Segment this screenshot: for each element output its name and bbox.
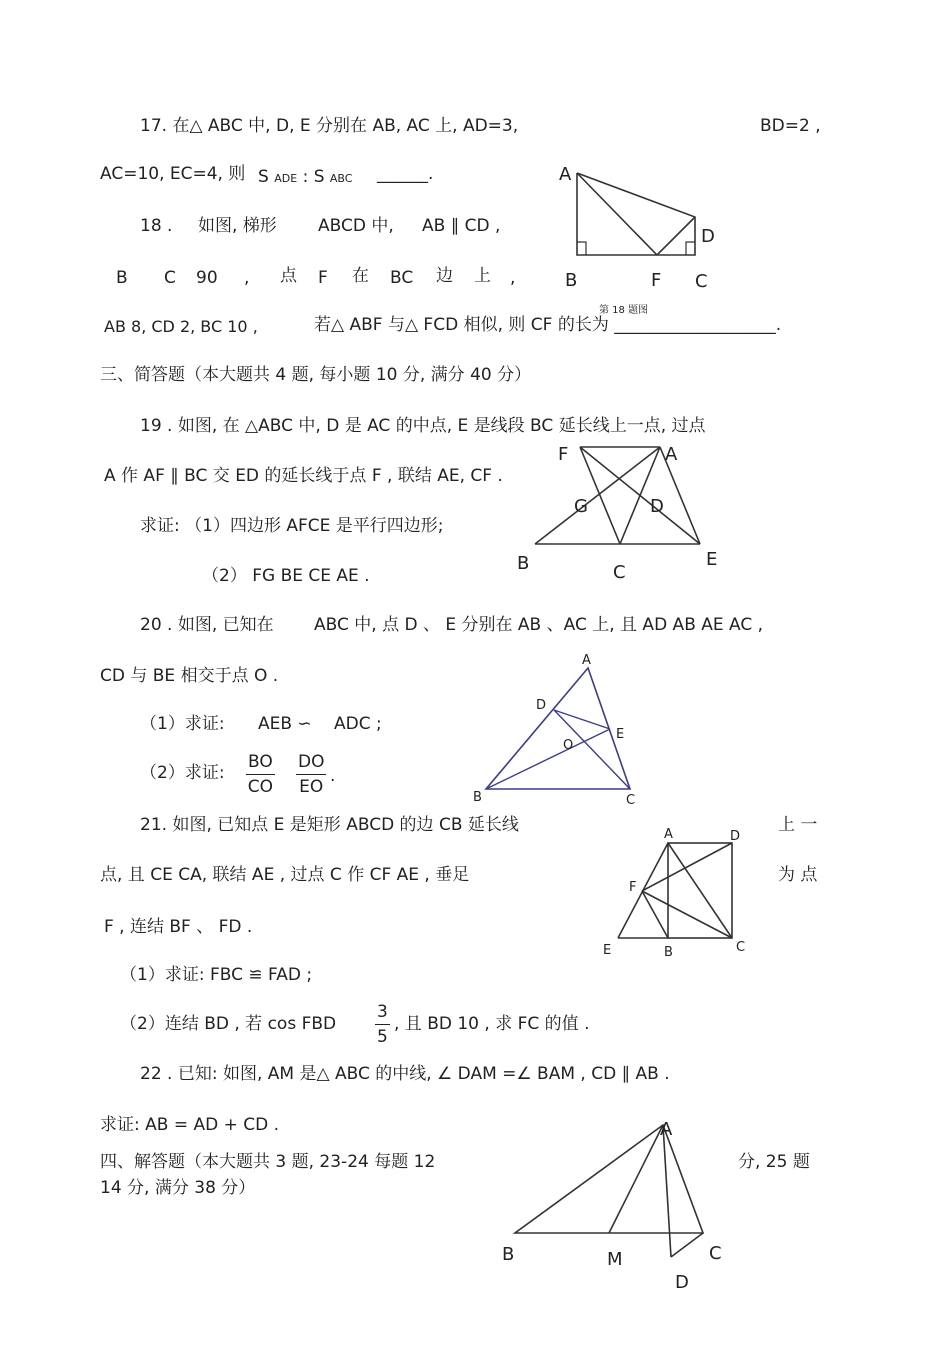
q18-l2-7: BC — [390, 268, 414, 288]
q19-label-A: A — [665, 444, 678, 465]
q21-figure — [598, 824, 758, 964]
q21-frac-num: 3 — [375, 1004, 390, 1025]
q20-label-A: A — [582, 653, 591, 668]
q19-line3: 求证: （1）四边形 AFCE 是平行四边形; — [140, 516, 444, 536]
q18-label-F: F — [651, 270, 662, 291]
q20-label-E: E — [616, 727, 625, 742]
q20-line1-a: 20 . 如图, 已知在 — [140, 615, 274, 635]
q19-label-D: D — [650, 496, 664, 517]
q21-label-F: F — [629, 880, 637, 895]
section4-heading-line2: 14 分, 满分 38 分） — [100, 1178, 256, 1198]
q18-l2-9: 上 — [474, 266, 491, 286]
q21-label-B: B — [664, 945, 673, 960]
q22-label-B: B — [502, 1244, 515, 1265]
q18-num: 18 . — [140, 216, 173, 236]
q21-seg-AC — [668, 843, 732, 938]
q18-l2-1: C — [164, 268, 176, 288]
q18-caption: 第 18 题图 — [599, 305, 649, 316]
q18-line1-c: AB ∥ CD , — [422, 216, 501, 236]
q20-line1-b: ABC 中, 点 D 、 E 分别在 AB 、AC 上, 且 AD AB AE AC , — [314, 615, 764, 635]
q18-seg-FD — [657, 217, 695, 255]
q18-right-angle-C — [686, 242, 695, 255]
q20-figure — [468, 650, 648, 810]
q19-label-G: G — [574, 496, 588, 517]
q19-label-E: E — [706, 549, 718, 570]
q19-line4: （2） FG BE CE AE . — [202, 566, 370, 586]
q20-label-B: B — [473, 790, 482, 805]
q22-line2: 求证: AB = AD + CD . — [100, 1115, 280, 1135]
q18-line3-b: 若△ ABF 与△ FCD 相似, 则 CF 的长为 ___________________. — [314, 315, 782, 335]
q22-label-D: D — [675, 1272, 689, 1293]
q21-line3: F , 连结 BF 、 FD . — [104, 917, 253, 937]
q20-label-O: O — [563, 738, 574, 753]
q18-l2-2: 90 — [196, 268, 218, 288]
q21-line4: （1）求证: FBC ≌ FAD ; — [120, 965, 313, 985]
q18-label-D: D — [701, 226, 715, 247]
q18-label-C: C — [695, 271, 708, 292]
q19-label-C: C — [613, 562, 626, 583]
q19-line2: A 作 AF ∥ BC 交 ED 的延长线于点 F , 联结 AE, CF . — [104, 466, 503, 486]
q20-fraction-do-eo — [296, 754, 326, 796]
q20-frac1-den: CO — [247, 777, 273, 797]
q18-line1-a: 如图, 梯形 — [198, 216, 277, 236]
section4-heading-b: 分, 25 题 — [738, 1152, 810, 1172]
q22-figure — [495, 1115, 735, 1295]
q18-l2-0: B — [116, 268, 128, 288]
q20-label-D: D — [536, 698, 547, 713]
q21-label-E: E — [603, 943, 612, 958]
q20-seg-BE — [486, 729, 610, 789]
q21-line5-a: （2）连结 BD , 若 cos FBD — [120, 1014, 337, 1034]
q20-line3-a: （1）求证: — [140, 714, 225, 734]
q19-label-F: F — [558, 444, 569, 465]
q22-seg-AM — [609, 1125, 663, 1233]
q21-frac-den: 5 — [377, 1027, 388, 1047]
q18-label-B: B — [565, 270, 578, 291]
q20-line3-b: AEB ∽ — [258, 714, 312, 734]
q20-frac2-num: DO — [296, 754, 326, 775]
q20-frac2-den: EO — [299, 777, 324, 797]
q17-line1-end: BD=2 , — [760, 116, 821, 136]
q22-label-A: A — [660, 1119, 673, 1140]
q20-frac-period: . — [330, 766, 336, 786]
q21-line1-a: 21. 如图, 已知点 E 是矩形 ABCD 的边 CB 延长线 — [140, 815, 519, 835]
section4-heading-a: 四、解答题（本大题共 3 题, 23-24 每题 12 — [100, 1152, 436, 1172]
q21-line2-b: 为 点 — [778, 865, 818, 885]
q21-label-A: A — [664, 827, 673, 842]
q21-line1-b: 上 一 — [778, 815, 818, 835]
q18-figure — [555, 160, 735, 320]
q20-line4: （2）求证: — [140, 763, 225, 783]
q21-line2-a: 点, 且 CE CA, 联结 AE , 过点 C 作 CF AE , 垂足 — [100, 865, 470, 885]
q19-label-B: B — [517, 553, 530, 574]
q20-fraction-bo-co — [246, 754, 275, 796]
q22-triangle-abc — [515, 1125, 703, 1233]
q22-label-M: M — [607, 1249, 623, 1270]
q17-line2: AC=10, EC=4, 则 — [100, 164, 246, 184]
q21-label-D: D — [730, 829, 741, 844]
q18-l2-3: , — [244, 268, 250, 288]
q18-l2-10: , — [510, 268, 516, 288]
q18-seg-AF — [577, 173, 657, 255]
q20-line3-c: ADC ; — [334, 714, 382, 734]
q20-frac1-num: BO — [246, 754, 275, 775]
q18-l2-8: 边 — [436, 266, 453, 286]
q18-l2-4: 点 — [280, 266, 297, 286]
q21-line5-b: , 且 BD 10 , 求 FC 的值 . — [394, 1014, 590, 1034]
q17-area-s1: S ADE : S ABC — [258, 167, 353, 187]
q20-label-C: C — [626, 793, 636, 808]
q22-line1: 22 . 已知: 如图, AM 是△ ABC 的中线, ∠ DAM =∠ BAM , CD ∥ AB . — [140, 1064, 670, 1084]
q17-line1: 17. 在△ ABC 中, D, E 分别在 AB, AC 上, AD=3, — [140, 116, 519, 136]
q18-line1-b: ABCD 中, — [318, 216, 394, 236]
q22-seg-CD — [671, 1233, 703, 1257]
q21-fraction — [375, 1004, 390, 1046]
q18-label-A: A — [559, 164, 572, 185]
q22-label-C: C — [709, 1243, 722, 1264]
q18-l2-5: F — [318, 268, 328, 288]
q19-figure — [510, 440, 740, 585]
q18-line3-a: AB 8, CD 2, BC 10 , — [104, 317, 258, 336]
section3-heading: 三、简答题（本大题共 4 题, 每小题 10 分, 满分 40 分） — [100, 365, 532, 385]
q18-right-angle-B — [577, 242, 586, 255]
q19-line1: 19 . 如图, 在 △ABC 中, D 是 AC 的中点, E 是线段 BC 延长线上一点, 过点 — [140, 416, 706, 436]
q17-answer-blank: ______. — [377, 164, 434, 184]
q21-label-C: C — [736, 940, 746, 955]
q18-l2-6: 在 — [352, 266, 369, 286]
q20-line2: CD 与 BE 相交于点 O . — [100, 666, 279, 686]
q18-trapezoid — [577, 173, 695, 255]
